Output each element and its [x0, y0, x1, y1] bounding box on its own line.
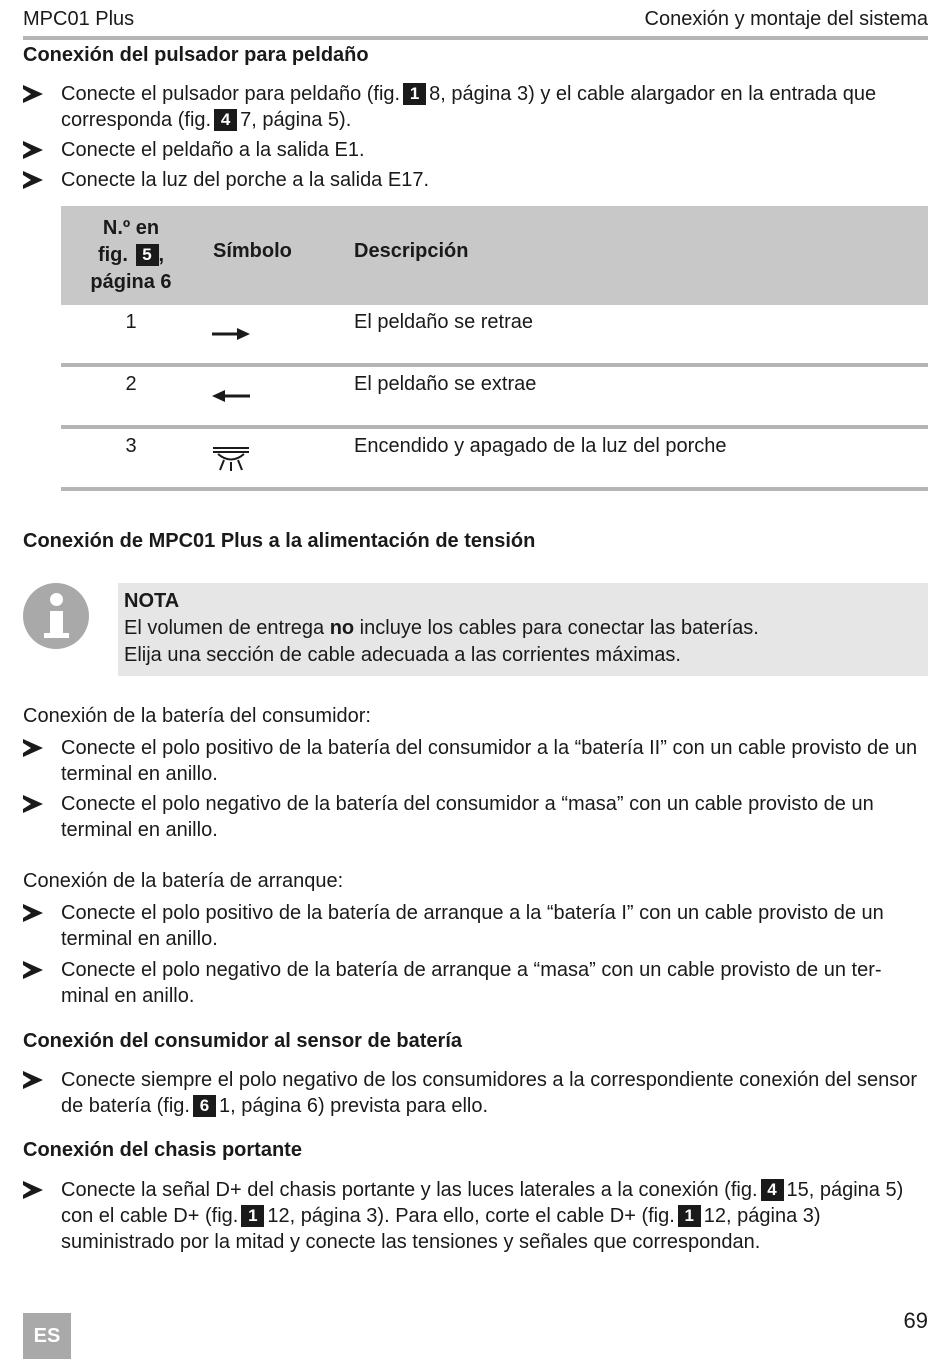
page-number: 69	[903, 1308, 928, 1333]
bullet-arrow-icon	[23, 791, 47, 817]
list-item: Conecte la luz del porche a la salida E17.	[23, 167, 928, 193]
bullet-arrow-icon	[23, 900, 47, 926]
table-row	[61, 305, 928, 367]
row-number: 2	[125, 373, 137, 395]
column-header-number: N.º en fig. 5 , página 6	[90, 217, 172, 293]
bullet-arrow-icon	[23, 957, 47, 983]
note-box: NOTA El volumen de entrega no incluye los cables para conectar las baterías. Elija una sección de cable adecuada a las corrientes máximas.	[118, 583, 928, 676]
table-header	[61, 206, 928, 305]
header-product-name: MPC01 Plus	[23, 8, 135, 30]
figure-ref-badge: 4	[761, 1179, 784, 1201]
page-header	[23, 6, 928, 40]
bullet-arrow-icon	[23, 81, 47, 107]
list-item: Conecte el polo positivo de la batería de arranque a la “batería I” con un cable provisto de un terminal en anillo.	[23, 900, 928, 952]
table-row	[61, 367, 928, 429]
row-description: El peldaño se retrae	[354, 311, 534, 333]
section-title-chassis: Conexión del chasis portante	[23, 1139, 302, 1161]
figure-ref-badge: 4	[214, 109, 237, 131]
row-description: Encendido y apagado de la luz del porche	[354, 435, 727, 457]
section-title-step-button: Conexión del pulsador para peldaño	[23, 44, 369, 66]
figure-ref-badge: 6	[193, 1095, 216, 1117]
section-title-power-supply: Conexión de MPC01 Plus a la alimentación de tensión	[23, 530, 536, 552]
row-number: 1	[125, 311, 137, 333]
header-chapter-title: Conexión y montaje del sistema	[644, 8, 928, 30]
table-row	[61, 429, 928, 491]
bullet-arrow-icon	[23, 1177, 47, 1203]
list-item: Conecte el polo positivo de la batería del consumidor a la “batería II” con un cable provisto de un terminal en anillo.	[23, 735, 928, 787]
bullet-arrow-icon	[23, 137, 47, 163]
column-header-description: Descripción	[354, 240, 469, 262]
bullet-arrow-icon	[23, 735, 47, 761]
bullet-arrow-icon	[23, 1067, 47, 1093]
consumer-battery-intro: Conexión de la batería del consumidor:	[23, 705, 371, 727]
list-item: Conecte siempre el polo negativo de los consumidores a la correspondiente conexión del sensor de batería (fig. 6 1, página 6) prevista para ello.	[23, 1067, 928, 1119]
arrow-right-icon	[211, 319, 251, 349]
row-number: 3	[125, 435, 137, 457]
column-header-symbol: Símbolo	[213, 240, 292, 262]
porch-light-icon	[211, 443, 251, 473]
figure-ref-badge: 5	[136, 244, 159, 266]
figure-ref-badge: 1	[403, 83, 426, 105]
list-item: Conecte la señal D+ del chasis portante y las luces laterales a la conexión (fig. 4 15, página 5) con el cable D+ (fig. 1 12, página 3). Para ello, corte el cable D+ (fig. 1 12, página 3) suministrado por la mitad y conecte las tensiones y señales que correspondan.	[23, 1177, 928, 1255]
starter-battery-intro: Conexión de la batería de arranque:	[23, 870, 344, 892]
note-title: NOTA	[124, 590, 180, 612]
bullet-arrow-icon	[23, 167, 47, 193]
arrow-left-icon	[211, 381, 251, 411]
figure-ref-badge: 1	[678, 1205, 701, 1227]
list-item: Conecte el polo negativo de la batería del consumidor a “masa” con un cable provisto de un terminal en anillo.	[23, 791, 928, 843]
list-item: Conecte el pulsador para peldaño (fig. 1 8, página 3) y el cable alargador en la entrada que corresponda (fig. 4 7, página 5).	[23, 81, 928, 133]
language-badge: ES	[23, 1313, 71, 1359]
row-description: El peldaño se extrae	[354, 373, 537, 395]
list-item: Conecte el polo negativo de la batería de arranque a “masa” con un cable provisto de un ter-minal en anillo.	[23, 957, 928, 1009]
section-title-battery-sensor: Conexión del consumidor al sensor de batería	[23, 1030, 462, 1052]
symbol-table	[61, 206, 928, 491]
info-icon	[23, 583, 89, 649]
list-item: Conecte el peldaño a la salida E1.	[23, 137, 928, 163]
figure-ref-badge: 1	[241, 1205, 264, 1227]
